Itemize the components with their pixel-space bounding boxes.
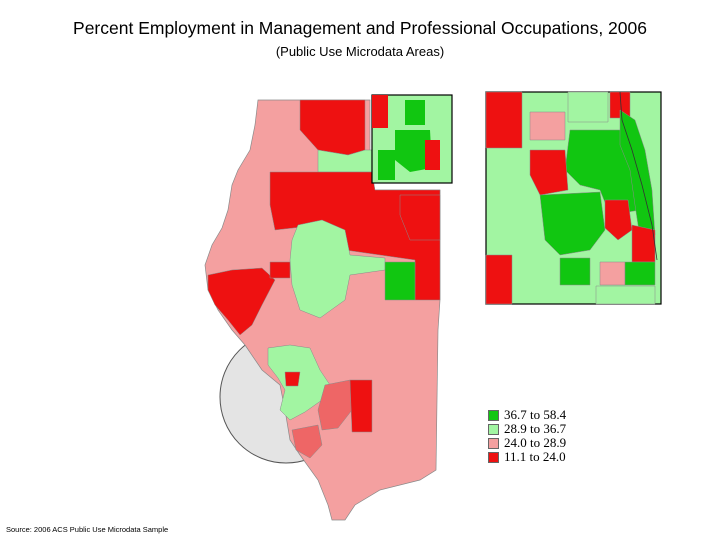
legend-label: 36.7 to 58.4 [504, 407, 567, 422]
puma-region [568, 92, 608, 122]
puma-region [270, 262, 290, 278]
map-subtitle: (Public Use Microdata Areas) [275, 44, 445, 59]
puma-region [632, 225, 655, 262]
legend-label: 28.9 to 36.7 [504, 421, 567, 436]
puma-region [600, 262, 625, 285]
legend-item [488, 450, 566, 464]
legend-label: 11.1 to 24.0 [504, 449, 566, 464]
puma-region [378, 150, 395, 180]
puma-region [625, 262, 655, 285]
puma-region [385, 262, 415, 300]
puma-region [560, 258, 590, 285]
legend-swatch [488, 452, 499, 463]
puma-region [486, 92, 522, 148]
puma-region [425, 140, 440, 170]
map-legend [488, 408, 566, 464]
puma-region [350, 380, 372, 432]
legend-swatch [488, 424, 499, 435]
map-title: Percent Employment in Management and Professional Occupations, 2006 [73, 18, 647, 38]
legend-item [488, 422, 566, 436]
puma-region [405, 100, 425, 125]
puma-region [530, 112, 565, 140]
legend-swatch [488, 438, 499, 449]
puma-region [285, 372, 300, 386]
legend-item [488, 436, 566, 450]
legend-label: 24.0 to 28.9 [504, 435, 567, 450]
puma-region [486, 255, 512, 304]
legend-item [488, 408, 566, 422]
source-note: Source: 2006 ACS Public Use Microdata Sample [6, 525, 169, 534]
puma-region [596, 286, 655, 304]
legend-swatch [488, 410, 499, 421]
puma-region [372, 95, 388, 128]
